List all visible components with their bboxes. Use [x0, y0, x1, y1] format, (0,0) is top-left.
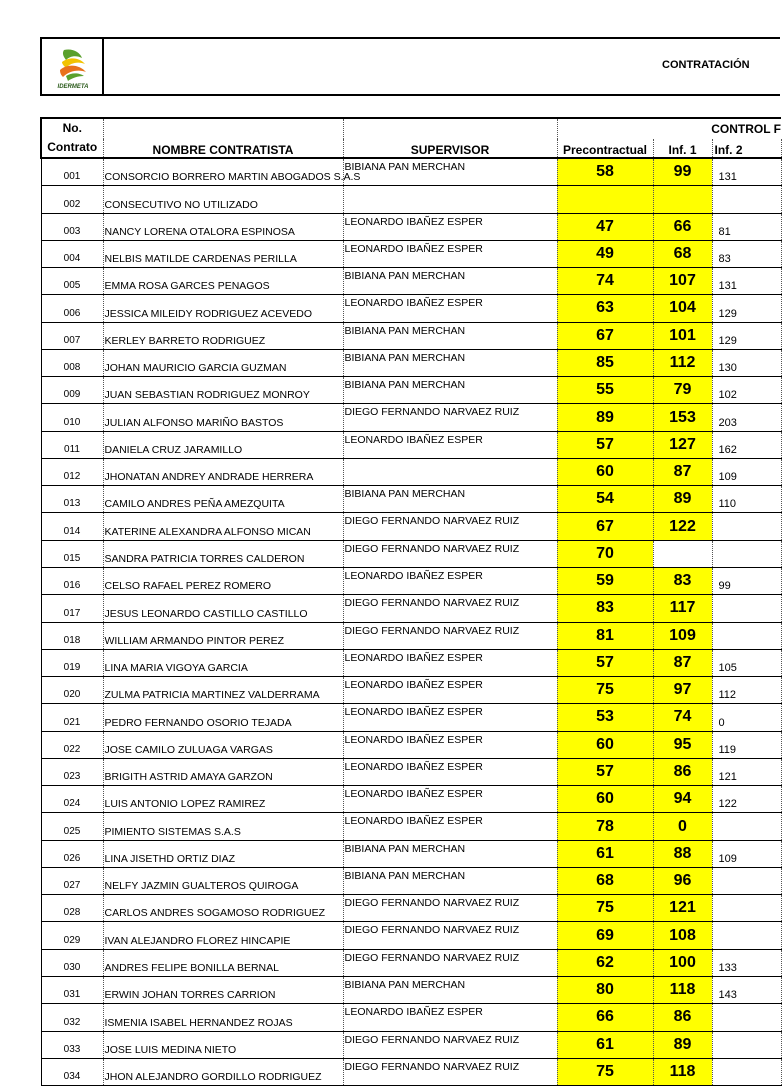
inf2-cell [712, 513, 781, 540]
table-row [41, 976, 781, 1003]
supervisor-cell: LEONARDO IBAÑEZ ESPER [343, 758, 557, 785]
inf2-cell [712, 1058, 781, 1085]
precontractual-cell: 58 [557, 158, 653, 186]
column-header-supervisor: SUPERVISOR [343, 139, 557, 159]
contract-number-cell: 010 [41, 404, 103, 431]
contractor-name-cell: CELSO RAFAEL PEREZ ROMERO [103, 567, 343, 594]
table-row [41, 540, 781, 567]
precontractual-cell: 67 [557, 513, 653, 540]
table-row [41, 349, 781, 376]
table-row [41, 704, 781, 731]
inf1-cell: 87 [653, 458, 712, 485]
supervisor-cell: LEONARDO IBAÑEZ ESPER [343, 1004, 557, 1031]
supervisor-cell: LEONARDO IBAÑEZ ESPER [343, 240, 557, 267]
contract-number-cell: 016 [41, 567, 103, 594]
contractor-name-cell: JOSE CAMILO ZULUAGA VARGAS [103, 731, 343, 758]
inf1-cell: 68 [653, 240, 712, 267]
supervisor-cell: LEONARDO IBAÑEZ ESPER [343, 567, 557, 594]
inf1-cell: 118 [653, 976, 712, 1003]
table-row [41, 1058, 781, 1085]
contract-number-cell: 022 [41, 731, 103, 758]
supervisor-cell: DIEGO FERNANDO NARVAEZ RUIZ [343, 895, 557, 922]
inf2-cell: 122 [712, 786, 781, 813]
contract-number-cell: 005 [41, 268, 103, 295]
logo-cell [42, 39, 104, 94]
contractor-name-cell: JHON ALEJANDRO GORDILLO RODRIGUEZ [103, 1058, 343, 1085]
precontractual-cell: 66 [557, 1004, 653, 1031]
table-row [41, 649, 781, 676]
contract-number-cell: 030 [41, 949, 103, 976]
inf2-cell [712, 540, 781, 567]
contractor-name-cell: IVAN ALEJANDRO FLOREZ HINCAPIE [103, 922, 343, 949]
precontractual-cell: 89 [557, 404, 653, 431]
contract-number-cell: 008 [41, 349, 103, 376]
table-row [41, 513, 781, 540]
contract-number-cell: 003 [41, 213, 103, 240]
contract-number-cell: 013 [41, 486, 103, 513]
inf1-cell: 83 [653, 567, 712, 594]
column-header-inf1: Inf. 1 [653, 139, 712, 159]
contract-number-cell: 024 [41, 786, 103, 813]
contract-number-cell: 002 [41, 186, 103, 213]
contractor-name-cell: CONSORCIO BORRERO MARTIN ABOGADOS S.A.S [103, 158, 343, 186]
table-row [41, 186, 781, 213]
table-row [41, 895, 781, 922]
inf2-cell: 131 [712, 158, 781, 186]
inf1-cell: 100 [653, 949, 712, 976]
supervisor-cell: LEONARDO IBAÑEZ ESPER [343, 786, 557, 813]
contract-number-cell: 018 [41, 622, 103, 649]
contractor-name-cell: ISMENIA ISABEL HERNANDEZ ROJAS [103, 1004, 343, 1031]
contractor-name-cell: KERLEY BARRETO RODRIGUEZ [103, 322, 343, 349]
supervisor-cell: LEONARDO IBAÑEZ ESPER [343, 295, 557, 322]
inf1-cell: 121 [653, 895, 712, 922]
inf2-cell: 143 [712, 976, 781, 1003]
contract-number-cell: 032 [41, 1004, 103, 1031]
precontractual-cell: 53 [557, 704, 653, 731]
table-row [41, 922, 781, 949]
inf1-cell [653, 186, 712, 213]
inf1-cell: 104 [653, 295, 712, 322]
precontractual-cell: 59 [557, 567, 653, 594]
supervisor-cell: BIBIANA PAN MERCHAN [343, 867, 557, 894]
inf2-cell: 203 [712, 404, 781, 431]
table-row [41, 322, 781, 349]
supervisor-cell: BIBIANA PAN MERCHAN [343, 349, 557, 376]
table-row [41, 1004, 781, 1031]
inf2-cell: 110 [712, 486, 781, 513]
inf1-cell: 86 [653, 758, 712, 785]
inf2-cell [712, 622, 781, 649]
precontractual-cell: 61 [557, 840, 653, 867]
inf1-cell: 97 [653, 677, 712, 704]
table-row [41, 567, 781, 594]
precontractual-cell: 63 [557, 295, 653, 322]
column-header-precontractual: Precontractual [557, 139, 653, 159]
contractor-name-cell: JHONATAN ANDREY ANDRADE HERRERA [103, 458, 343, 485]
idermeta-logo [50, 46, 96, 90]
contract-number-cell: 012 [41, 458, 103, 485]
inf2-cell [712, 895, 781, 922]
table-row [41, 677, 781, 704]
precontractual-cell: 47 [557, 213, 653, 240]
supervisor-cell: DIEGO FERNANDO NARVAEZ RUIZ [343, 595, 557, 622]
contracts-sheet [40, 117, 782, 1084]
supervisor-cell: DIEGO FERNANDO NARVAEZ RUIZ [343, 949, 557, 976]
inf2-cell: 119 [712, 731, 781, 758]
inf1-cell: 99 [653, 158, 712, 186]
contract-number-cell: 033 [41, 1031, 103, 1058]
inf1-cell: 117 [653, 595, 712, 622]
inf1-cell: 127 [653, 431, 712, 458]
contractor-name-cell: NELFY JAZMIN GUALTEROS QUIROGA [103, 867, 343, 894]
inf1-cell: 66 [653, 213, 712, 240]
contractor-name-cell: CARLOS ANDRES SOGAMOSO RODRIGUEZ [103, 895, 343, 922]
table-row [41, 458, 781, 485]
document-title: CONTRATACIÓN [662, 59, 750, 71]
inf2-cell: 109 [712, 458, 781, 485]
column-header-inf2: Inf. 2 [712, 139, 781, 159]
supervisor-cell: LEONARDO IBAÑEZ ESPER [343, 704, 557, 731]
contractor-name-cell: BRIGITH ASTRID AMAYA GARZON [103, 758, 343, 785]
precontractual-cell: 49 [557, 240, 653, 267]
supervisor-cell: LEONARDO IBAÑEZ ESPER [343, 649, 557, 676]
table-row [41, 268, 781, 295]
table-row [41, 813, 781, 840]
supervisor-cell: LEONARDO IBAÑEZ ESPER [343, 431, 557, 458]
contractor-name-cell: DANIELA CRUZ JARAMILLO [103, 431, 343, 458]
contract-number-cell: 029 [41, 922, 103, 949]
precontractual-cell: 83 [557, 595, 653, 622]
precontractual-cell: 81 [557, 622, 653, 649]
contractor-name-cell: CAMILO ANDRES PEÑA AMEZQUITA [103, 486, 343, 513]
contractor-name-cell: CONSECUTIVO NO UTILIZADO [103, 186, 343, 213]
contractor-name-cell: JOHAN MAURICIO GARCIA GUZMAN [103, 349, 343, 376]
contractor-name-cell: WILLIAM ARMANDO PINTOR PEREZ [103, 622, 343, 649]
inf2-cell [712, 813, 781, 840]
contract-number-cell: 026 [41, 840, 103, 867]
inf1-cell: 118 [653, 1058, 712, 1085]
inf1-cell [653, 540, 712, 567]
inf1-cell: 109 [653, 622, 712, 649]
contract-number-cell: 034 [41, 1058, 103, 1085]
contractor-name-cell: NELBIS MATILDE CARDENAS PERILLA [103, 240, 343, 267]
inf1-cell: 89 [653, 1031, 712, 1058]
contractor-name-cell: LUIS ANTONIO LOPEZ RAMIREZ [103, 786, 343, 813]
table-row [41, 949, 781, 976]
supervisor-cell: LEONARDO IBAÑEZ ESPER [343, 677, 557, 704]
inf2-cell [712, 595, 781, 622]
inf2-cell [712, 867, 781, 894]
supervisor-cell: DIEGO FERNANDO NARVAEZ RUIZ [343, 1058, 557, 1085]
table-row [41, 840, 781, 867]
inf2-cell [712, 1004, 781, 1031]
inf2-cell: 105 [712, 649, 781, 676]
contract-number-cell: 028 [41, 895, 103, 922]
logo-text: IDERMETA [57, 84, 89, 90]
contractor-name-cell: NANCY LORENA OTALORA ESPINOSA [103, 213, 343, 240]
supervisor-cell: BIBIANA PAN MERCHAN [343, 976, 557, 1003]
precontractual-cell: 61 [557, 1031, 653, 1058]
supervisor-cell: LEONARDO IBAÑEZ ESPER [343, 213, 557, 240]
contractor-name-cell: LINA JISETHD ORTIZ DIAZ [103, 840, 343, 867]
supervisor-cell [343, 458, 557, 485]
contracts-table [40, 117, 782, 1086]
precontractual-cell: 57 [557, 431, 653, 458]
contract-number-cell: 017 [41, 595, 103, 622]
contract-number-cell: 004 [41, 240, 103, 267]
supervisor-cell: DIEGO FERNANDO NARVAEZ RUIZ [343, 922, 557, 949]
contractor-name-cell: JULIAN ALFONSO MARIÑO BASTOS [103, 404, 343, 431]
table-row [41, 731, 781, 758]
inf1-cell: 96 [653, 867, 712, 894]
table-row [41, 158, 781, 186]
inf1-cell: 89 [653, 486, 712, 513]
precontractual-cell: 75 [557, 895, 653, 922]
inf2-cell: 121 [712, 758, 781, 785]
contractor-name-cell: JESUS LEONARDO CASTILLO CASTILLO [103, 595, 343, 622]
inf1-cell: 101 [653, 322, 712, 349]
precontractual-cell: 69 [557, 922, 653, 949]
table-row [41, 213, 781, 240]
table-row [41, 786, 781, 813]
contract-number-cell: 014 [41, 513, 103, 540]
inf1-cell: 122 [653, 513, 712, 540]
supervisor-cell: BIBIANA PAN MERCHAN [343, 322, 557, 349]
column-group-control: CONTROL F [557, 118, 781, 139]
contractor-name-cell: ZULMA PATRICIA MARTINEZ VALDERRAMA [103, 677, 343, 704]
precontractual-cell: 75 [557, 677, 653, 704]
inf2-cell [712, 922, 781, 949]
inf2-cell: 99 [712, 567, 781, 594]
precontractual-cell: 80 [557, 976, 653, 1003]
contractor-name-cell: JUAN SEBASTIAN RODRIGUEZ MONROY [103, 377, 343, 404]
supervisor-cell: DIEGO FERNANDO NARVAEZ RUIZ [343, 1031, 557, 1058]
table-row [41, 595, 781, 622]
document-header [40, 37, 780, 96]
precontractual-cell: 67 [557, 322, 653, 349]
inf2-cell: 112 [712, 677, 781, 704]
inf2-cell: 129 [712, 295, 781, 322]
contract-number-cell: 015 [41, 540, 103, 567]
contractor-name-cell: PEDRO FERNANDO OSORIO TEJADA [103, 704, 343, 731]
inf1-cell: 107 [653, 268, 712, 295]
contractor-name-cell: JESSICA MILEIDY RODRIGUEZ ACEVEDO [103, 295, 343, 322]
precontractual-cell: 55 [557, 377, 653, 404]
contract-number-cell: 027 [41, 867, 103, 894]
inf2-cell [712, 1031, 781, 1058]
precontractual-cell: 78 [557, 813, 653, 840]
inf2-cell: 130 [712, 349, 781, 376]
inf1-cell: 112 [653, 349, 712, 376]
inf1-cell: 74 [653, 704, 712, 731]
inf2-cell: 131 [712, 268, 781, 295]
supervisor-cell: BIBIANA PAN MERCHAN [343, 158, 557, 186]
precontractual-cell: 57 [557, 649, 653, 676]
precontractual-cell: 60 [557, 731, 653, 758]
contract-number-cell: 009 [41, 377, 103, 404]
precontractual-cell: 70 [557, 540, 653, 567]
table-row [41, 431, 781, 458]
contractor-name-cell: JOSE LUIS MEDINA NIETO [103, 1031, 343, 1058]
contract-number-cell: 006 [41, 295, 103, 322]
table-row [41, 486, 781, 513]
supervisor-cell: DIEGO FERNANDO NARVAEZ RUIZ [343, 622, 557, 649]
precontractual-cell: 57 [557, 758, 653, 785]
supervisor-cell: BIBIANA PAN MERCHAN [343, 377, 557, 404]
supervisor-cell: DIEGO FERNANDO NARVAEZ RUIZ [343, 513, 557, 540]
inf2-cell: 83 [712, 240, 781, 267]
inf1-cell: 86 [653, 1004, 712, 1031]
supervisor-cell: LEONARDO IBAÑEZ ESPER [343, 813, 557, 840]
inf2-cell: 162 [712, 431, 781, 458]
supervisor-cell: LEONARDO IBAÑEZ ESPER [343, 731, 557, 758]
table-row [41, 758, 781, 785]
inf1-cell: 108 [653, 922, 712, 949]
contract-number-cell: 020 [41, 677, 103, 704]
inf1-cell: 153 [653, 404, 712, 431]
inf2-cell: 0 [712, 704, 781, 731]
inf2-cell [712, 186, 781, 213]
precontractual-cell: 62 [557, 949, 653, 976]
precontractual-cell: 74 [557, 268, 653, 295]
inf2-cell: 102 [712, 377, 781, 404]
contractor-name-cell: LINA MARIA VIGOYA GARCIA [103, 649, 343, 676]
inf2-cell: 81 [712, 213, 781, 240]
contract-number-cell: 011 [41, 431, 103, 458]
table-row [41, 1031, 781, 1058]
precontractual-cell: 60 [557, 786, 653, 813]
table-row [41, 622, 781, 649]
header-no-line1: No. [62, 121, 82, 135]
header-no-line2: Contrato [47, 140, 98, 154]
contract-number-cell: 007 [41, 322, 103, 349]
column-header-name: NOMBRE CONTRATISTA [103, 139, 343, 159]
supervisor-cell: BIBIANA PAN MERCHAN [343, 840, 557, 867]
supervisor-cell [343, 186, 557, 213]
precontractual-cell: 60 [557, 458, 653, 485]
contractor-name-cell: SANDRA PATRICIA TORRES CALDERON [103, 540, 343, 567]
contractor-name-cell: ANDRES FELIPE BONILLA BERNAL [103, 949, 343, 976]
contract-number-cell: 025 [41, 813, 103, 840]
precontractual-cell: 54 [557, 486, 653, 513]
inf1-cell: 88 [653, 840, 712, 867]
supervisor-cell: DIEGO FERNANDO NARVAEZ RUIZ [343, 540, 557, 567]
precontractual-cell: 68 [557, 867, 653, 894]
contractor-name-cell: ERWIN JOHAN TORRES CARRION [103, 976, 343, 1003]
column-header-contract-no [41, 118, 103, 158]
inf2-cell: 109 [712, 840, 781, 867]
supervisor-cell: BIBIANA PAN MERCHAN [343, 268, 557, 295]
supervisor-cell: DIEGO FERNANDO NARVAEZ RUIZ [343, 404, 557, 431]
contract-number-cell: 021 [41, 704, 103, 731]
table-row [41, 240, 781, 267]
contract-number-cell: 031 [41, 976, 103, 1003]
contractor-name-cell: EMMA ROSA GARCES PENAGOS [103, 268, 343, 295]
contract-number-cell: 001 [41, 158, 103, 186]
inf2-cell: 133 [712, 949, 781, 976]
inf2-cell: 129 [712, 322, 781, 349]
table-body [41, 158, 781, 1086]
contractor-name-cell: KATERINE ALEXANDRA ALFONSO MICAN [103, 513, 343, 540]
contract-number-cell: 023 [41, 758, 103, 785]
table-row [41, 377, 781, 404]
contractor-name-cell: PIMIENTO SISTEMAS S.A.S [103, 813, 343, 840]
precontractual-cell [557, 186, 653, 213]
table-row [41, 404, 781, 431]
table-row [41, 867, 781, 894]
inf1-cell: 87 [653, 649, 712, 676]
inf1-cell: 0 [653, 813, 712, 840]
precontractual-cell: 85 [557, 349, 653, 376]
table-row [41, 295, 781, 322]
inf1-cell: 94 [653, 786, 712, 813]
contract-number-cell: 019 [41, 649, 103, 676]
precontractual-cell: 75 [557, 1058, 653, 1085]
inf1-cell: 95 [653, 731, 712, 758]
inf1-cell: 79 [653, 377, 712, 404]
supervisor-cell: BIBIANA PAN MERCHAN [343, 486, 557, 513]
